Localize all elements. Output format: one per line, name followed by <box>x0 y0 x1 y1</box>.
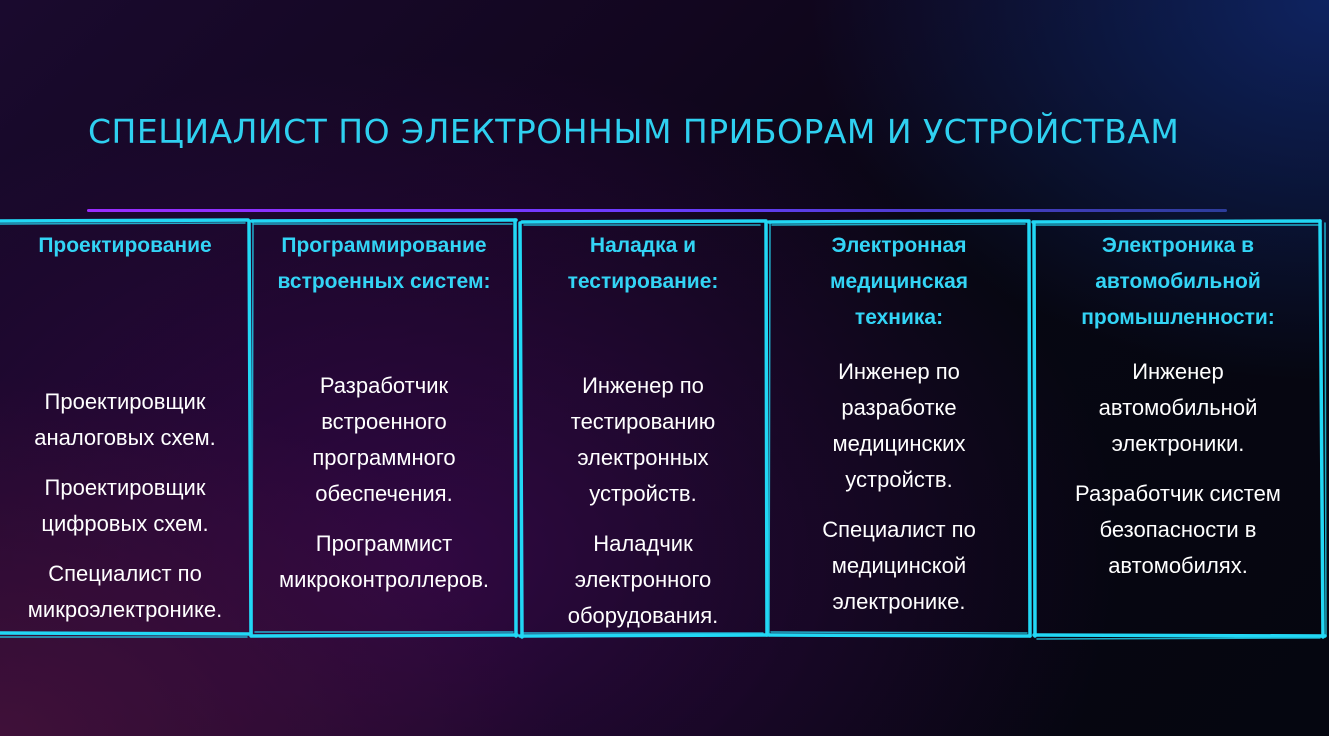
list-item: Проектировщик цифровых схем. <box>41 475 209 536</box>
column-testing <box>524 222 762 636</box>
page-title: СПЕЦИАЛИСТ ПО ЭЛЕКТРОННЫМ ПРИБОРАМ И УСТРОЙСТВАМ <box>88 112 1180 151</box>
column-medical <box>774 222 1024 636</box>
list-item: Специалист по микроэлектронике. <box>27 561 223 622</box>
list-item: Инженер по разработке медицинских устройств. <box>832 359 966 492</box>
column-heading: Проектирование <box>38 234 212 257</box>
list-item: Инженер автомобильной электроники. <box>1098 359 1258 456</box>
title-underline <box>87 209 1227 212</box>
column-embedded <box>256 222 512 636</box>
column-design <box>4 222 246 636</box>
list-item: Разработчик встроенного программного обеспечения. <box>312 373 456 506</box>
column-heading: Наладка и тестирование: <box>567 234 719 293</box>
list-item: Наладчик электронного оборудования. <box>567 531 719 628</box>
column-automotive <box>1038 222 1318 636</box>
list-item: Специалист по медицинской электронике. <box>822 517 976 614</box>
column-heading: Электронная медицинская техника: <box>829 234 969 329</box>
list-item: Инженер по тестированию электронных устройств. <box>570 373 716 506</box>
column-heading: Программирование встроенных систем: <box>277 234 491 293</box>
column-heading: Электроника в автомобильной промышленности: <box>1081 234 1275 329</box>
list-item: Разработчик систем безопасности в автомобилях. <box>1075 481 1281 578</box>
list-item: Проектировщик аналоговых схем. <box>34 389 216 450</box>
list-item: Программист микроконтроллеров. <box>278 531 489 592</box>
